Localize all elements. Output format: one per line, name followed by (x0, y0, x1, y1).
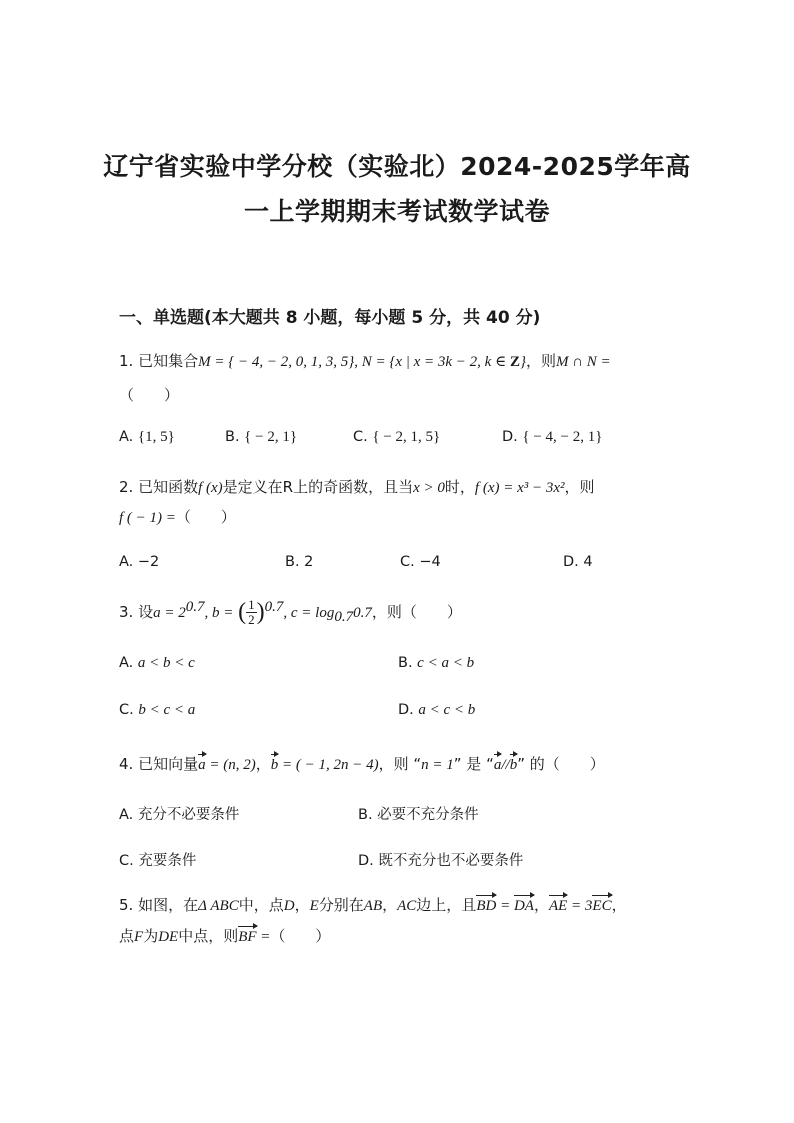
q1-intersection: M ∩ N = (555, 354, 611, 370)
q4-option-d[interactable]: D. 既不充分也不必要条件 (358, 853, 524, 869)
q1-set-n: , N = {x | x = 3k − 2, k ∈ (354, 354, 510, 370)
q4-parallel-b: b (509, 757, 518, 773)
q5-line2-c: 中点，则 (178, 927, 239, 945)
q4-option-c[interactable]: C. 充要条件 (119, 853, 197, 869)
q5-text6: ， (533, 896, 549, 914)
q3-c-arg: 0.7 (353, 605, 372, 621)
q5-line2-b: 为 (143, 927, 159, 945)
q5-text3: 分别在 (318, 896, 364, 914)
q1-mid: ，则 (525, 352, 556, 370)
q2-ask: f ( − 1) = (119, 510, 176, 526)
q4-vector-b: b (270, 757, 279, 773)
q4-parallel-a: a (493, 757, 502, 773)
q4-text1: ，则 “ (378, 755, 422, 773)
q4-prefix: 4. 已知向量 (119, 755, 199, 773)
q3-c-base: 0.7 (334, 609, 354, 625)
q5-vector-bd: BD (476, 898, 497, 914)
q2-condition: x > 0 (413, 480, 445, 496)
q2-text3: ，则 (564, 478, 595, 496)
q1-option-d[interactable]: D. { − 4, − 2, 1} (502, 429, 603, 445)
q3-b-exponent: 0.7 (264, 599, 284, 615)
q3-option-c[interactable]: C. b < c < a (119, 702, 196, 718)
q5-point-d: D (283, 898, 295, 914)
q5-eq1: = (496, 898, 514, 914)
q2-prefix: 2. 已知函数 (119, 478, 199, 496)
q5-side-ab: AB (363, 898, 383, 914)
q3-a: a = 2 (153, 605, 186, 621)
q5-eq2: = 3 (567, 898, 593, 914)
q3-text1: ，则（ ） (371, 603, 462, 621)
q2-option-d[interactable]: D. 4 (563, 554, 593, 570)
q5-paren: （ ） (270, 927, 331, 945)
question-2 (119, 476, 595, 497)
section-heading: 一、单选题(本大题共 8 小题，每小题 5 分，共 40 分) (119, 308, 541, 328)
q5-triangle: Δ ABC (198, 898, 239, 914)
q3-c: , c = log (283, 605, 335, 621)
document-title-line1: 辽宁省实验中学分校（实验北）2024-2025学年高 (103, 152, 691, 181)
q3-b: , b = (204, 605, 234, 621)
q4-option-b[interactable]: B. 必要不充分条件 (358, 807, 479, 823)
q4-condition: n = 1 (421, 757, 454, 773)
q3-option-b[interactable]: B. c < a < b (398, 655, 475, 671)
q3-option-d[interactable]: D. a < c < b (398, 702, 476, 718)
q4-option-a[interactable]: A. 充分不必要条件 (119, 807, 240, 823)
q4-text3: ” 的（ ） (517, 755, 605, 773)
q1-integers-symbol: Z (509, 354, 520, 370)
q2-paren: （ ） (175, 508, 236, 526)
q5-side-ac: AC (397, 898, 417, 914)
q5-point-e: E (309, 898, 319, 914)
q5-vector-da: DA (513, 898, 534, 914)
q4-vector-a: a (198, 757, 206, 773)
q5-eq3: = (256, 929, 271, 945)
q2-option-b[interactable]: B. 2 (285, 554, 314, 570)
q1-set-n-end: } (519, 354, 526, 370)
q5-text2: ， (294, 896, 310, 914)
q1-prefix: 1. 已知集合 (119, 352, 199, 370)
q5-text7: ， (611, 896, 627, 914)
q5-segment-de: DE (158, 929, 179, 945)
q5-point-f: F (134, 929, 144, 945)
q2-fx: f (x) (198, 480, 223, 496)
question-5 (119, 894, 627, 915)
document-title-line2: 一上学期期末考试数学试卷 (243, 197, 550, 226)
q2-text1: 是定义在R上的奇函数，且当 (222, 478, 414, 496)
q5-line2-a: 点 (119, 927, 135, 945)
q1-option-c[interactable]: C. { − 2, 1, 5} (353, 429, 441, 445)
q5-prefix: 5. 如图，在 (119, 896, 199, 914)
q3-option-a[interactable]: A. a < b < c (119, 655, 195, 671)
q4-vector-a-value: = (n, 2) (205, 757, 256, 773)
q1-set-m: M = { − 4, − 2, 0, 1, 3, 5} (198, 354, 355, 370)
q3-prefix: 3. 设 (119, 603, 154, 621)
q2-text2: 时， (444, 478, 475, 496)
q2-definition: f (x) = x³ − 3x² (474, 480, 565, 496)
q5-vector-ae: AE (548, 898, 568, 914)
question-3: 3. 设$a = 2^{0.7}$, b = ( $\frac{1}{2}$ )$^{0.7}$, $c = \log_{0.7}0.7$，则（ ） (119, 597, 462, 627)
q4-vector-b-value: = ( − 1, 2n − 4) (278, 757, 379, 773)
q2-line2 (119, 506, 236, 527)
question-1 (119, 350, 611, 371)
q4-parallel-symbol: // (501, 757, 510, 773)
q5-vector-bf: BF (238, 929, 257, 945)
q2-option-c[interactable]: C. −4 (400, 554, 441, 570)
q5-text5: 边上，且 (416, 896, 477, 914)
q2-option-a[interactable]: A. −2 (119, 554, 160, 570)
q4-sep: ， (255, 755, 271, 773)
q3-b-fraction: $\frac{1}{2}$ (248, 597, 255, 627)
q1-paren: （ ） (119, 386, 180, 404)
q1-option-a[interactable]: A. {1, 5} (119, 429, 175, 445)
q1-option-b[interactable]: B. { − 2, 1} (225, 429, 298, 445)
q5-vector-ec: EC (592, 898, 612, 914)
q4-text2: ” 是 “ (453, 755, 494, 773)
q3-a-exponent: 0.7 (185, 599, 205, 615)
question-4 (119, 753, 605, 774)
q5-line2 (119, 925, 330, 946)
q5-text1: 中，点 (238, 896, 284, 914)
q5-text4: ， (382, 896, 398, 914)
